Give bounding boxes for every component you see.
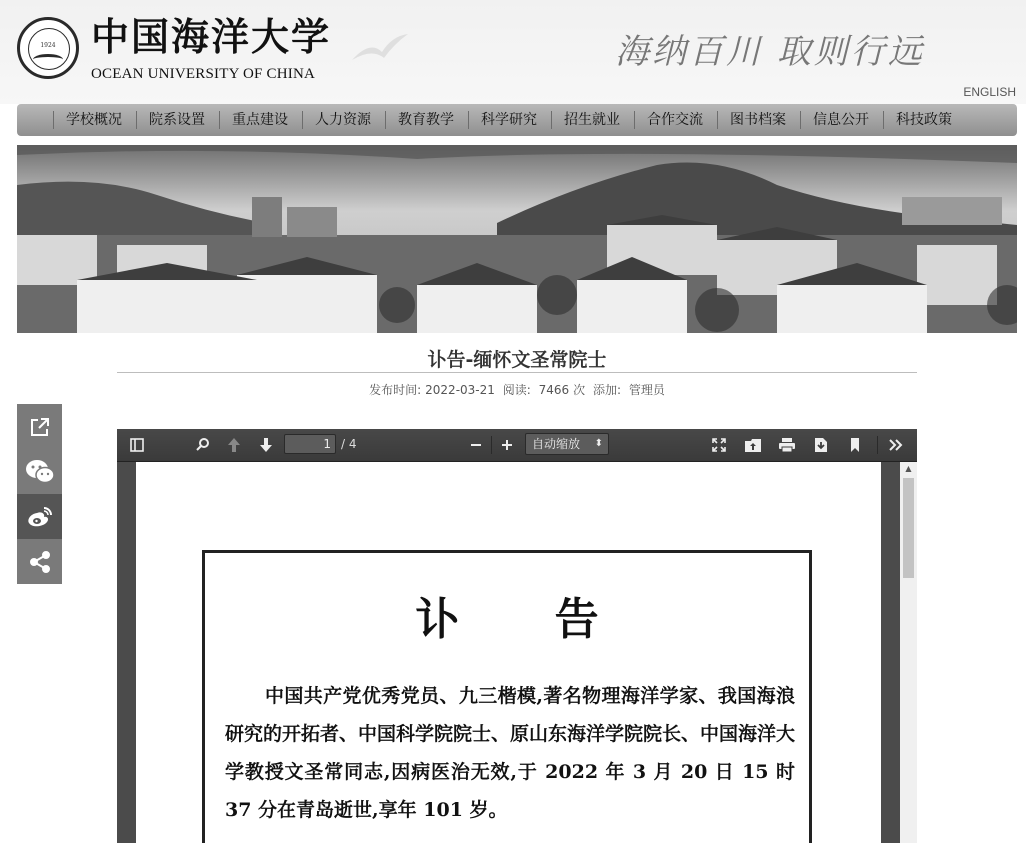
nav-item-admissions[interactable]: 招生就业 <box>551 111 634 129</box>
obituary-frame <box>202 550 812 843</box>
wechat-share-button[interactable] <box>17 449 62 494</box>
presentation-mode-button[interactable] <box>707 429 731 461</box>
find-button[interactable] <box>191 429 215 461</box>
article-meta <box>117 381 917 398</box>
scroll-up-icon[interactable]: ▲ <box>905 464 912 473</box>
university-seal-logo[interactable] <box>17 17 79 79</box>
print-button[interactable] <box>775 429 799 461</box>
share-icon <box>28 550 52 574</box>
previous-page-icon <box>227 437 241 453</box>
main-nav <box>17 104 1017 136</box>
download-icon <box>813 437 829 453</box>
nav-item-about[interactable]: 学校概况 <box>53 111 136 129</box>
presentation-mode-icon <box>711 437 727 453</box>
nav-item-tech-policy[interactable]: 科技政策 <box>883 111 966 129</box>
nav-item-library[interactable]: 图书档案 <box>717 111 800 129</box>
previous-page-button[interactable] <box>223 429 245 461</box>
open-file-button[interactable] <box>741 429 765 461</box>
title-divider <box>117 372 917 373</box>
weibo-icon <box>26 505 54 529</box>
english-link[interactable]: ENGLISH <box>963 85 1016 99</box>
pdf-toolbar <box>117 429 917 462</box>
next-page-icon <box>259 437 273 453</box>
weibo-share-button[interactable] <box>17 494 62 539</box>
pdf-page <box>136 462 881 843</box>
sidebar-toggle-icon <box>129 437 145 453</box>
zoom-in-icon <box>500 438 514 452</box>
nav-item-cooperation[interactable]: 合作交流 <box>634 111 717 129</box>
logo-chinese-name[interactable]: 中国海洋大学 <box>91 14 332 59</box>
read-count: 7466 <box>538 383 570 397</box>
open-file-icon <box>744 437 762 453</box>
bookmark-icon <box>849 437 861 453</box>
share-out-icon <box>28 415 52 439</box>
seagull-icon <box>350 30 410 70</box>
nav-item-information[interactable]: 信息公开 <box>800 111 883 129</box>
wechat-icon <box>25 459 55 485</box>
page-number-input[interactable]: 1 <box>284 434 336 454</box>
site-header <box>0 0 1026 104</box>
campus-banner-image <box>17 145 1017 333</box>
search-icon <box>195 437 211 453</box>
bookmark-button[interactable] <box>843 429 867 461</box>
nav-item-departments[interactable]: 院系设置 <box>136 111 219 129</box>
publish-date: 2022-03-21 <box>425 383 495 397</box>
nav-item-human-resources[interactable]: 人力资源 <box>302 111 385 129</box>
print-icon <box>778 437 796 453</box>
nav-item-research[interactable]: 科学研究 <box>468 111 551 129</box>
scrollbar-thumb[interactable] <box>903 478 914 578</box>
article-title: 讣告-缅怀文圣常院士 <box>427 349 607 371</box>
zoom-in-button[interactable] <box>496 429 518 461</box>
nav-item-education[interactable]: 教育教学 <box>385 111 468 129</box>
university-motto: 海纳百川 取则行远 <box>615 32 925 72</box>
author: 管理员 <box>628 383 665 397</box>
share-sidebar <box>17 404 62 584</box>
pdf-scrollbar[interactable] <box>900 462 917 843</box>
next-page-button[interactable] <box>255 429 277 461</box>
chevron-up-down-icon: ⬍ <box>594 438 603 449</box>
nav-item-key-construction[interactable]: 重点建设 <box>219 111 302 129</box>
download-button[interactable] <box>809 429 833 461</box>
tools-button[interactable] <box>883 429 909 461</box>
zoom-out-icon <box>469 438 483 452</box>
obituary-body: 中国共产党优秀党员、九三楷模,著名物理海洋学家、我国海浪研究的开拓者、中国科学院院士、原山东海洋学院院长、中国海洋大学教授文圣常同志,因病医治无效,于 2022 年 3 月 20 日 15 时 37 分在青岛逝世,享年 101 岁。 <box>225 685 796 821</box>
logo-english-name[interactable]: OCEAN UNIVERSITY OF CHINA <box>91 66 316 82</box>
seal-year: 1924 <box>40 42 56 49</box>
page-total: / 4 <box>341 437 357 451</box>
read-unit: 次 <box>573 383 586 397</box>
zoom-out-button[interactable] <box>465 429 487 461</box>
tools-icon <box>888 438 904 452</box>
pdf-document-area[interactable] <box>117 462 917 843</box>
more-share-button[interactable] <box>17 539 62 584</box>
zoom-value: 自动缩放 <box>532 437 581 451</box>
obituary-heading: 讣 告 <box>415 594 639 645</box>
pdf-viewer <box>117 429 917 843</box>
read-label: 阅读: <box>502 383 531 397</box>
add-label: 添加: <box>593 383 622 397</box>
zoom-select[interactable] <box>525 433 609 455</box>
sidebar-toggle-button[interactable] <box>125 429 149 461</box>
publish-label: 发布时间: <box>369 383 422 397</box>
share-out-button[interactable] <box>17 404 62 449</box>
